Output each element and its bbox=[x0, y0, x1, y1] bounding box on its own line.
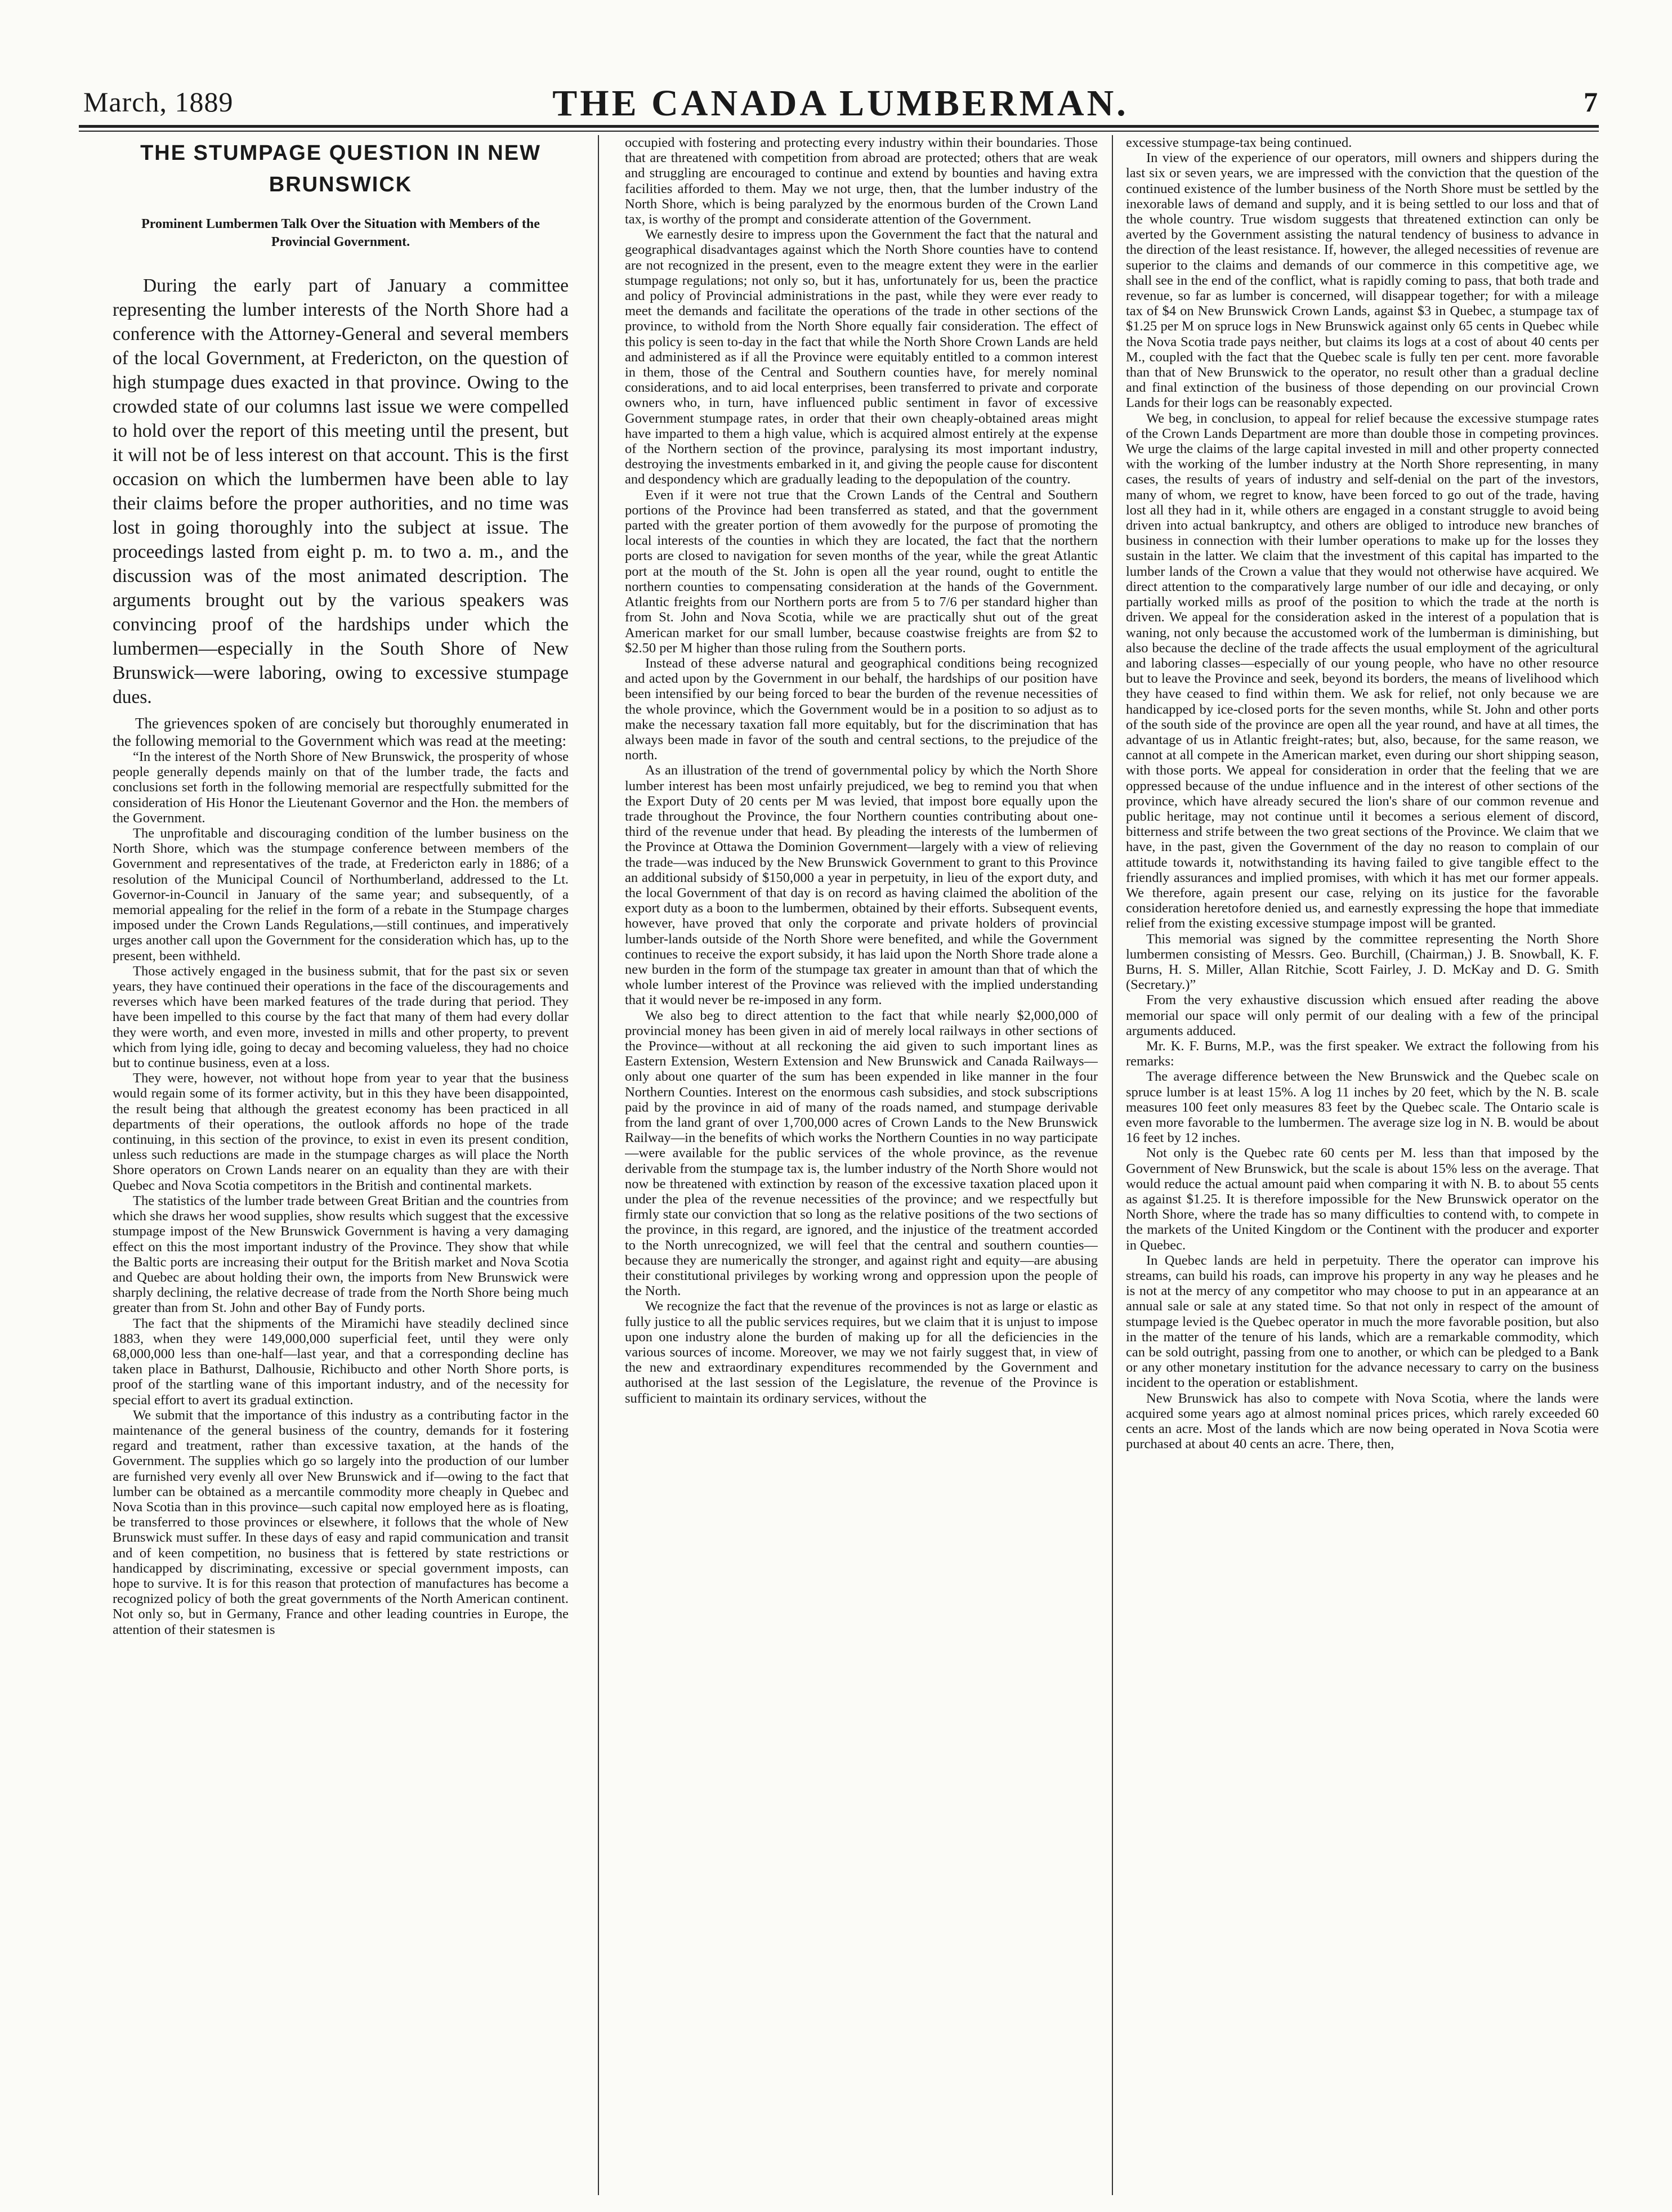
paragraph: occupied with fostering and protecting every industry within their boundaries. Those that are threatened with competition from abroad are protected; others that are weak and struggling are encouraged to continue and extend by bounties and having extra facilities afforded to them. May we not urge, then, that the lumber industry of the North Shore, which is being paralyzed by the enormous burden of the Crown Land tax, is worthy of the prompt and considerate attention of the Government. bbox=[625, 135, 1098, 227]
paragraph: From the very exhaustive discussion which ensued after reading the above memorial our space will only permit of our dealing with a few of the principal arguments adduced. bbox=[1126, 992, 1599, 1038]
column-1 bbox=[113, 135, 569, 2195]
column-divider bbox=[598, 135, 599, 2195]
article-intro bbox=[113, 715, 569, 749]
paragraph: The grievences spoken of are concisely but thoroughly enumerated in the following memorial to the Government which was read at the meeting: bbox=[113, 715, 569, 749]
masthead-rule bbox=[79, 125, 1599, 132]
paragraph: In Quebec lands are held in perpetuity. There the operator can improve his streams, can build his roads, can improve his property in any way he pleases and he is not at the mercy of any competitor who may choose to put in an appearance at an annual sale or sale at any stated time. So that not only in respect of the amount of stumpage levied is the Quebec operator in much the more favorable position, but also in the matter of the tenure of his lands, which are a remarkable commodity, which can be sold outright, passing from one to another, or which can be pledged to a Bank or any other monetary institution for the advance necessary to carry on the business incident to the operation or establishment. bbox=[1126, 1252, 1599, 1391]
article-lede bbox=[113, 274, 569, 709]
paragraph: In view of the experience of our operators, mill owners and shippers during the last six or seven years, we are impressed with the conviction that the question of the continued existence of the lumber business of the North Shore must be settled by the inexorable laws of demand and supply, and it is being settled to our loss and that of the whole country. True wisdom suggests that threatened extinction can only be averted by the Government assisting the natural tendency of business to advance in the direction of the least resistance. If, however, the alleged necessities of revenue are superior to the claims and demands of our commerce in this competitive age, we shall see in the end of the conflict, what is rapidly coming to pass, that both trade and revenue, so far as lumber is concerned, will disappear together; for with a mileage tax of $4 on New Brunswick Crown Lands, against $3 in Quebec, a stumpage tax of $1.25 per M on spruce logs in New Brunswick against only 65 cents in Quebec while the Nova Scotia trade pays neither, but claims its logs at a cost of about 40 cents per M., coupled with the fact that the Quebec scale is fully ten per cent. more favorable than that of New Brunswick to the operator, no result other than a gradual decline and final extinction of the business of those depending on our provincial Crown Lands for their logs can be reasonably expected. bbox=[1126, 150, 1599, 411]
paragraph: We beg, in conclusion, to appeal for relief because the excessive stumpage rates of the Crown Lands Department are more than double those in competing provinces. We urge the claims of the large capital invested in mill and other property connected with the working of the lumber industry at the North Shore representing, in many cases, the results of years of industry and self-denial on the part of the investors, many of whom, we regret to know, have been forced to go out of the trade, having lost all they had in it, while others are engaged in a constant struggle to avoid being driven into actual bankruptcy, and others are obliged to introduce new branches of business in connection with their lumber operations to make up for the losses they sustain in the latter. We claim that the investment of this capital has imparted to the lumber lands of the Crown a value that they would not otherwise have acquired. We direct attention to the comparatively large number of our idle and decaying, or only partially worked mills as proof of the position to which the trade at the north is driven. We appeal for the consideration asked in the interest of a population that is waning, not only because the accustomed work of the lumberman is diminishing, but also because the decline of the trade affects the usual employment of the agricultural and laboring classes—especially of our young people, who have no other resource but to leave the Province and seek, beyond its borders, the means of livelihood which they have ceased to find within them. We ask for relief, not only because we are handicapped by ice-closed ports for the seven months, while St. John and other ports of the south side of the province are open all the year round, and have at all times, the advantage of us in Atlantic freight-rates; but, also, because, for the same reason, we cannot at all compete in the American market, even during our short shipping season, with those ports. We appeal for consideration in order that the feeling that we are oppressed because of the undue influence and in the interest of other sections of the province, which have already secured the lion's share of our common revenue and public heritage, may not continue until it becomes a serious element of discord, bitterness and strife between the two great sections of the Province. We claim that we have, in the past, given the Government of the day no reason to complain of our attitude towards it, notwithstanding its having failed to give tangible effect to the friendly assurances and implied promises, with which it has met our former appeals. We therefore, again present our case, relying on its justice for the favorable consideration heretofore denied us, and earnestly expressing the hope that immediate relief from the existing excessive stumpage impost will be granted. bbox=[1126, 410, 1599, 932]
paragraph: The fact that the shipments of the Miramichi have steadily declined since 1883, when they were 149,000,000 superficial feet, until they were only 68,000,000 less than one-half—last year, and that a corresponding decline has taken place in Bathurst, Dalhousie, Richibucto and other North Shore ports, is proof of the startling wane of this important industry, and of the necessity for special effort to avert its gradual extinction. bbox=[113, 1315, 569, 1408]
paragraph: “In the interest of the North Shore of New Brunswick, the prosperity of whose people generally depends mainly on that of the lumber trade, the facts and conclusions set forth in the following memorial are respectfully submitted for the consideration of His Honor the Lieutenant Governor and the Hon. the members of the Government. bbox=[113, 749, 569, 826]
paragraph: We also beg to direct attention to the fact that while nearly $2,000,000 of provincial money has been given in aid of merely local railways in other sections of the Province—without at all reckoning the aid given to such important lines as Eastern Extension, Western Extension and New Brunswick and Canada Railways—only about one quarter of the sum has been expended in like manner in the four Northern Counties. Interest on the enormous cash subsidies, and stock subscriptions paid by the province in aid of many of the roads named, and stumpage derivable from the land grant of over 1,700,000 acres of Crown Lands to the New Brunswick Railway—in the benefits of which works the Northern Counties in no way participate—were available for the public services of the whole province, as the revenue derivable from the stumpage tax is, the lumber industry of the North Shore would not now be threatened with extinction by reason of the excessive taxation placed upon it under the plea of the revenue necessities of the province; and we respectfully but firmly state our conviction that so long as the relative positions of the two sections of the province, in this regard, are ignored, and the injustice of the treatment accorded to the North unrecognized, we will feel that the central and southern counties—because they are numerically the stronger, and against right and equity—are abusing their constitutional privileges by working wrong and oppression upon the people of the North. bbox=[625, 1008, 1098, 1299]
paragraph: Those actively engaged in the business submit, that for the past six or seven years, they have continued their operations in the face of the discouragements and reverses which have been marked features of the trade during that period. They have been impelled to this course by the fact that many of them had every dollar they were worth, and even more, invested in mills and other property, to prevent which from lying idle, going to decay and becoming valueless, they had no choice but to continue business, even at a loss. bbox=[113, 963, 569, 1071]
paragraph: Instead of these adverse natural and geographical conditions being recognized and acted upon by the Government in our behalf, the hardships of our position have been intensified by our being forced to bear the burden of the revenue necessities of the whole province, which the Government would be in a position to so adjust as to make the necessary taxation fall more equitably, but for the discrimination that has always been made in favor of the south and central sections, to the prejudice of the north. bbox=[625, 655, 1098, 763]
paragraph: We recognize the fact that the revenue of the provinces is not as large or elastic as fully justice to all the public services requires, but we claim that it is unjust to impose upon one industry alone the burden of making up for all the deficiencies in the various sources of income. Moreover, we may we not fairly suggest that, in view of the new and extraordinary expenditures recommended by the Government and authorised at the last session of the Legislature, the revenue of the Province is sufficient to maintain its ordinary services, without the bbox=[625, 1298, 1098, 1406]
paragraph: New Brunswick has also to compete with Nova Scotia, where the lands were acquired some years ago at almost nominal prices prices, which rarely exceeded 60 cents an acre. Most of the lands which are now being operated in Nova Scotia were purchased at about 40 cents an acre. There, then, bbox=[1126, 1390, 1599, 1452]
issue-date: March, 1889 bbox=[83, 86, 234, 118]
memorial-text bbox=[1126, 135, 1599, 1452]
article-subhead: Prominent Lumbermen Talk Over the Situation with Members of the Provincial Government. bbox=[141, 217, 540, 249]
paragraph: We submit that the importance of this industry as a contributing factor in the maintenance of the general business of the country, demands for it fostering regard and treatment, rather than excessive taxation, at the hands of the Government. The supplies which go so largely into the production of our lumber are furnished very evenly all over New Brunswick and if—owing to the fact that lumber can be obtained as a mercantile commodity more cheaply in Quebec and Nova Scotia than in this province—such capital now employed here as is floating, be transferred to those provinces or elsewhere, it follows that the whole of New Brunswick must suffer. In these days of easy and rapid communication and transit and of keen competition, no business that is fettered by state restrictions or handicapped by discriminating, excessive or special government imposts, can hope to survive. It is for this reason that protection of manufactures has become a recognized policy of both the great governments of the North American continent. Not only so, but in Germany, France and other leading countries in Europe, the attention of their statesmen is bbox=[113, 1407, 569, 1637]
paragraph: The statistics of the lumber trade between Great Britian and the countries from which she draws her wood supplies, show results which suggest that the excessive stumpage impost of the New Brunswick Government is having a very damaging effect on this the most important industry of the Province. They show that while the Baltic ports are increasing their output for the British market and Nova Scotia and Quebec are about holding their own, the imports from New Brunswick were sharply declining, the relative decrease of trade from the North Shore being much greater than from St. John and other Bay of Fundy ports. bbox=[113, 1193, 569, 1316]
paragraph: Mr. K. F. Burns, M.P., was the first speaker. We extract the following from his remarks: bbox=[1126, 1038, 1599, 1069]
paragraph: They were, however, not without hope from year to year that the business would regain some of its former activity, but in this they have been disappointed, the result being that although the greatest economy has been practiced in all departments of their operations, the outlook affords no hope of the trade continuing, in this section of the province, to exist in even its present condition, unless such reductions are made in the stumpage charges as will place the North Shore operators on Crown Lands nearer on an equality than they are with their Quebec and Nova Scotia competitors in the British and continental markets. bbox=[113, 1071, 569, 1193]
masthead bbox=[83, 83, 1598, 123]
page-number: 7 bbox=[1584, 86, 1598, 118]
paragraph: The average difference between the New Brunswick and the Quebec scale on spruce lumber is at least 15%. A log 11 inches by 20 feet, which by the N. B. scale measures 100 feet only measures 83 feet by the Quebec scale. The Ontario scale is even more favorable to the lumbermen. The average size log in N. B. would be about 16 feet by 12 inches. bbox=[1126, 1069, 1599, 1146]
paragraph: excessive stumpage-tax being continued. bbox=[1126, 135, 1352, 150]
column-2 bbox=[625, 135, 1098, 2195]
column-divider bbox=[1112, 135, 1113, 2195]
paragraph: As an illustration of the trend of governmental policy by which the North Shore lumber interest has been most unfairly prejudiced, we beg to remind you that when the Export Duty of 20 cents per M was levied, that impost bore equally upon the trade throughout the Province, the four Northern counties contributing about one-third of the revenue under that head. By pleading the interests of the lumbermen of the Province at Ottawa the Dominion Government—largely with a view of relieving the trade—was induced by the New Brunswick Government to grant to this Province an additional subsidy of $150,000 a year in perpetuity, in lieu of the export duty, and the local Government of that day is on record as having claimed the abolition of the export duty as a boon to the lumbermen, obtained by their efforts. Subsequent events, however, have proved that only the corporate and private holders of provincial lumber-lands outside of the North Shore were benefited, and while the Government continues to receive the export subsidy, it has laid upon the North Shore trade alone a new burden in the form of the stumpage tax greater in amount than that of which the whole lumber interest of the Province was relieved with the implied understanding that it would never be re-imposed in any form. bbox=[625, 763, 1098, 1008]
newspaper-title: THE CANADA LUMBERMAN. bbox=[552, 83, 1129, 124]
memorial-text bbox=[113, 749, 569, 1637]
paragraph: During the early part of January a committee representing the lumber interests of the North Shore had a conference with the Attorney-General and several members of the local Government, at Fredericton, on the question of high stumpage dues exacted in that province. Owing to the crowded state of our columns last issue we were compelled to hold over the report of this meeting until the present, but it will not be of less interest on that account. This is the first occasion on which the lumbermen have been able to lay their claims before the proper authorities, and no time was lost in going thoroughly into the subject at issue. The proceedings lasted from eight p. m. to two a. m., and the discussion was of the most animated description. The arguments brought out by the various speakers was convincing proof of the hardships under which the lumbermen—especially in the South Shore of New Brunswick—were laboring, owing to excessive stumpage dues. bbox=[113, 275, 569, 708]
paragraph: The unprofitable and discouraging condition of the lumber business on the North Shore, which was the stumpage conference between members of the Government and representatives of the trade, at Fredericton early in 1886; of a resolution of the Municipal Council of Northumberland, addressed to the Lt. Governor-in-Council in January of the same year; and subsequently, of a memorial appealing for the relief in the form of a rebate in the Stumpage charges imposed under the Crown Lands Regulations,—still continues, and imperatively urges another call upon the Government for the consideration which has, up to the present, been withheld. bbox=[113, 826, 569, 964]
column-3 bbox=[1126, 135, 1599, 2195]
paragraph: Not only is the Quebec rate 60 cents per M. less than that imposed by the Government of New Brunswick, but the scale is about 15% less on the average. That would reduce the actual amount paid when comparing it with N. B. to about 55 cents as against $1.25. It is therefore impossible for the New Brunswick operator on the North Shore, where the trade has so many difficulties to contend with, to compete in the markets of the United Kingdom or the Continent with the producer and exporter in Quebec. bbox=[1126, 1145, 1599, 1253]
paragraph: This memorial was signed by the committee representing the North Shore lumbermen consisting of Messrs. Geo. Burchill, (Chairman,) J. B. Snowball, K. F. Burns, H. S. Miller, Allan Ritchie, Scott Fairley, J. D. McKay and D. G. Smith (Secretary.)” bbox=[1126, 931, 1599, 993]
article-headline: THE STUMPAGE QUESTION IN NEW BRUNSWICK bbox=[140, 141, 541, 196]
paragraph: We earnestly desire to impress upon the Government the fact that the natural and geographical disadvantages against which the North Shore counties have to contend are not recognized in the present, even to the meagre extent they were in the earlier stumpage regulations; not only so, but it has, unfortunately for us, been the practice and policy of Provincial administrations in the past, while they were ever ready to meet the demands and facilitate the operations of the trade in other sections of the province, to withold from the North Shore equally fair consideration. The effect of this policy is seen to-day in the fact that while the North Shore Crown Lands are held and administered as if all the Province were equitably entitled to a common interest in them, those of the Central and Southern counties have, for merely nominal considerations, and to aid local enterprises, been transferred to private and corporate owners who, in turn, have influenced public sentiment in favor of excessive Government stumpage rates, in order that their own cheaply-obtained areas might have imparted to them a high value, which is acquired almost entirely at the expense of the Northern section of the province, paralysing its most important industry, destroying the investments embarked in it, and giving the people cause for discontent and despondency which are gradually leading to the depopulation of the country. bbox=[625, 227, 1098, 487]
paragraph: Even if it were not true that the Crown Lands of the Central and Southern portions of the Province had been transferred as stated, and that the government parted with the greater portion of them avowedly for the purpose of promoting the local interests of the counties in which they are located, the fact that the northern ports are closed to navigation for seven months of the year, while the great Atlantic port at the mouth of the St. John is open all the year round, ought to entitle the northern counties to compensating consideration at the hands of the Government. Atlantic freights from our Northern ports are from 5 to 7/6 per standard higher than from St. John and Nova Scotia, while we are practically shut out of the great American market for our small lumber, because coastwise freights are from $2 to $2.50 per M higher than those ruling from the Southern ports. bbox=[625, 487, 1098, 656]
memorial-text bbox=[625, 135, 1098, 1406]
